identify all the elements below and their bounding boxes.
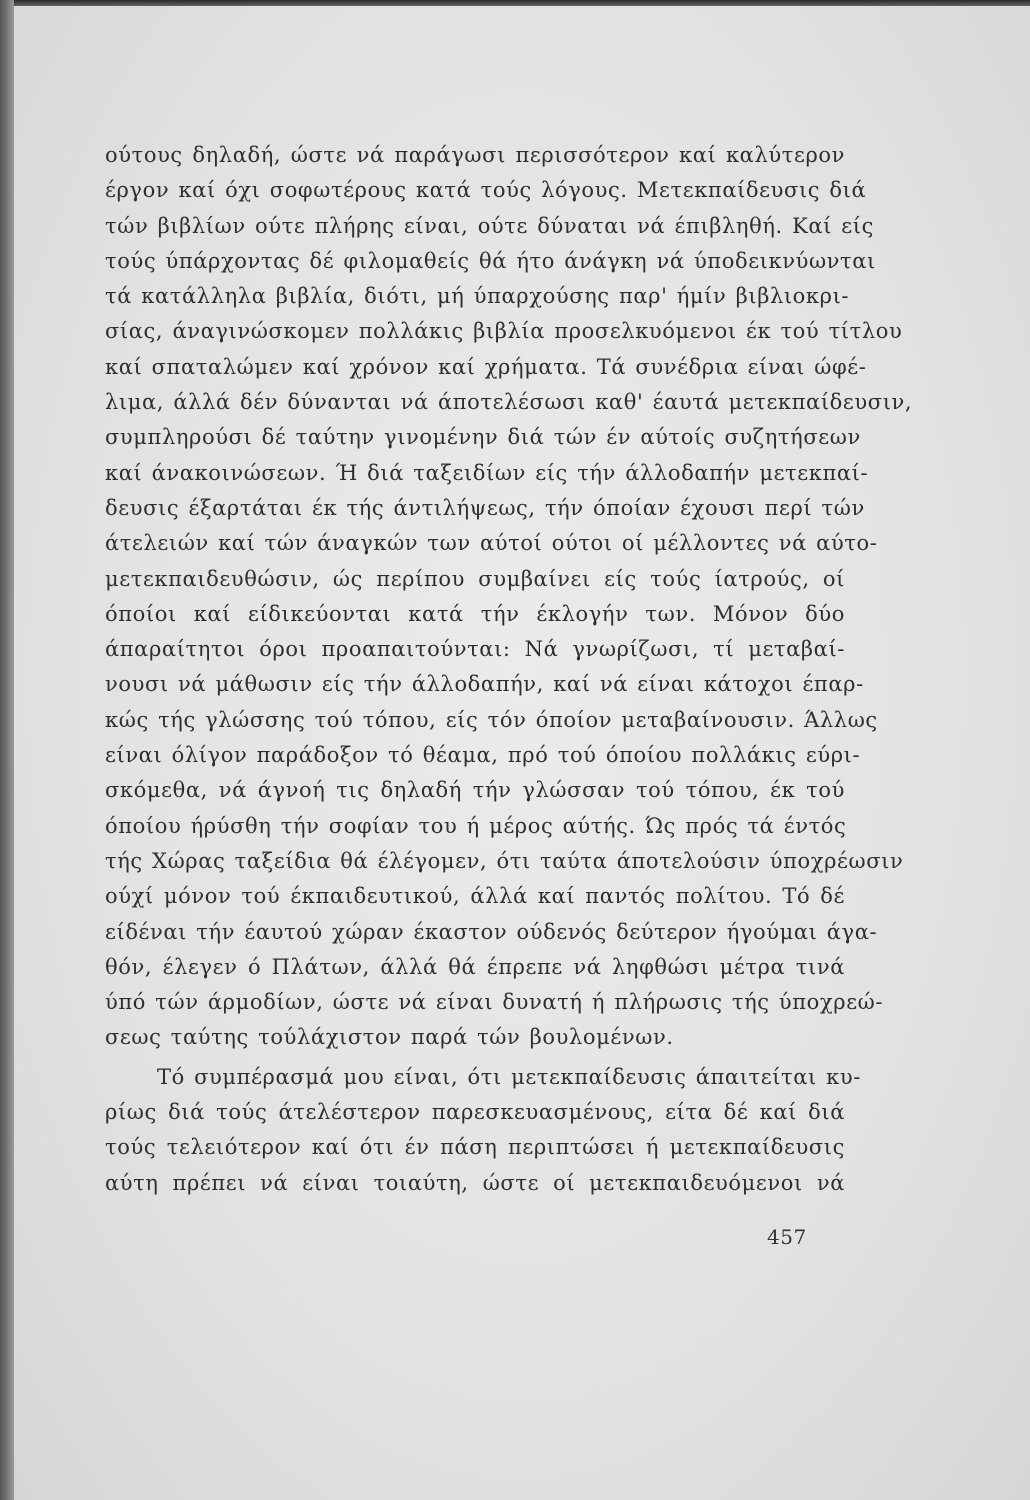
text-line: νουσι νά μάθωσιν είς τήν άλλοδαπήν, καί νά είναι κάτοχοι έπαρ- (105, 672, 864, 697)
text-line: σίας, άναγινώσκομεν πολλάκις βιβλία προσελκυόμενοι έκ τού τίτλου (105, 319, 903, 344)
text-line: σκόμεθα, νά άγνοή τις δηλαδή τήν γλώσσαν τού τόπου, έκ τού (105, 778, 845, 803)
text-line: ύπό τών άρμοδίων, ώστε νά είναι δυνατή ή πλήρωσις τής ύποχρεώ- (105, 990, 884, 1015)
text-line: όποίοι καί είδικεύονται κατά τήν έκλογήν των. Μόνον δύο (105, 601, 845, 626)
text-line: κώς τής γλώσσης τού τόπου, είς τόν όποίον μεταβαίνουσιν. Άλλως (105, 707, 878, 732)
text-line: άπαραίτητοι όροι προαπαιτούνται: Νά γνωρίζωσι, τί μεταβαί- (105, 637, 845, 662)
book-page (14, 6, 1030, 1500)
text-line: αύτη πρέπει νά είναι τοιαύτη, ώστε οί μετεκπαιδευόμενοι νά (105, 1170, 845, 1195)
text-line: λιμα, άλλά δέν δύνανται νά άποτελέσωσι καθ' έαυτά μετεκπαίδευσιν, (105, 390, 913, 415)
text-line: τούς τελειότερον καί ότι έν πάση περιπτώσει ή μετεκπαίδευσις (105, 1135, 845, 1160)
text-line: είδέναι τήν έαυτού χώραν έκαστον ούδενός δεύτερον ήγούμαι άγα- (105, 919, 878, 944)
text-line: ούχί μόνον τού έκπαιδευτικού, άλλά καί παντός πολίτου. Τό δέ (105, 884, 845, 909)
text-line: σεως ταύτης τούλάχιστον παρά τών βουλομένων. (105, 1025, 674, 1050)
text-line: τής Χώρας ταξείδια θά έλέγομεν, ότι ταύτα άποτελούσιν ύποχρέωσιν (105, 848, 904, 873)
text-line: συμπληρούσι δέ ταύτην γινομένην διά τών έν αύτοίς συζητήσεων (105, 425, 861, 450)
text-line: είναι όλίγον παράδοξον τό θέαμα, πρό τού όποίου πολλάκις εύρι- (105, 743, 861, 768)
text-line: ρίως διά τούς άτελέστερον παρεσκευασμένους, είτα δέ καί διά (105, 1100, 845, 1125)
text-line: όποίου ήρύσθη τήν σοφίαν του ή μέρος αύτής. Ώς πρός τά έντός (105, 813, 847, 838)
text-line: άτελειών καί τών άναγκών των αύτοί ούτοι οί μέλλοντες νά αύτο- (105, 531, 878, 556)
paragraph-2 (105, 1060, 861, 1201)
text-line: τούς ύπάρχοντας δέ φιλομαθείς θά ήτο άνάγκη νά ύποδεικνύωνται (105, 248, 876, 273)
page-number: 457 (767, 1225, 807, 1249)
text-line: καί άνακοινώσεων. Ή διά ταξειδίων είς τήν άλλοδαπήν μετεκπαί- (105, 460, 869, 485)
text-line: τά κατάλληλα βιβλία, διότι, μή ύπαρχούσης παρ' ήμίν βιβλιοκρι- (105, 284, 850, 309)
text-line: έργον καί όχι σοφωτέρους κατά τούς λόγους. Μετεκπαίδευσις διά (105, 178, 867, 203)
paragraph-1 (105, 138, 913, 1056)
text-line: τών βιβλίων ούτε πλήρης είναι, ούτε δύναται νά έπιβληθή. Καί είς (105, 213, 874, 238)
text-line: ούτους δηλαδή, ώστε νά παράγωσι περισσότερον καί καλύτερον (105, 143, 845, 167)
text-line: θόν, έλεγεν ό Πλάτων, άλλά θά έπρεπε νά ληφθώσι μέτρα τινά (105, 954, 845, 979)
text-line: μετεκπαιδευθώσιν, ώς περίπου συμβαίνει είς τούς ίατρούς, οί (105, 566, 845, 591)
scan-left-edge (0, 0, 14, 1500)
text-line: καί σπαταλώμεν καί χρόνον καί χρήματα. Τά συνέδρια είναι ώφέ- (105, 354, 867, 379)
body-text (105, 138, 913, 1201)
text-line: Τό συμπέρασμά μου είναι, ότι μετεκπαίδευσις άπαιτείται κυ- (157, 1064, 861, 1089)
text-line: δευσις έξαρτάται έκ τής άντιλήψεως, τήν όποίαν έχουσι περί τών (105, 495, 865, 520)
